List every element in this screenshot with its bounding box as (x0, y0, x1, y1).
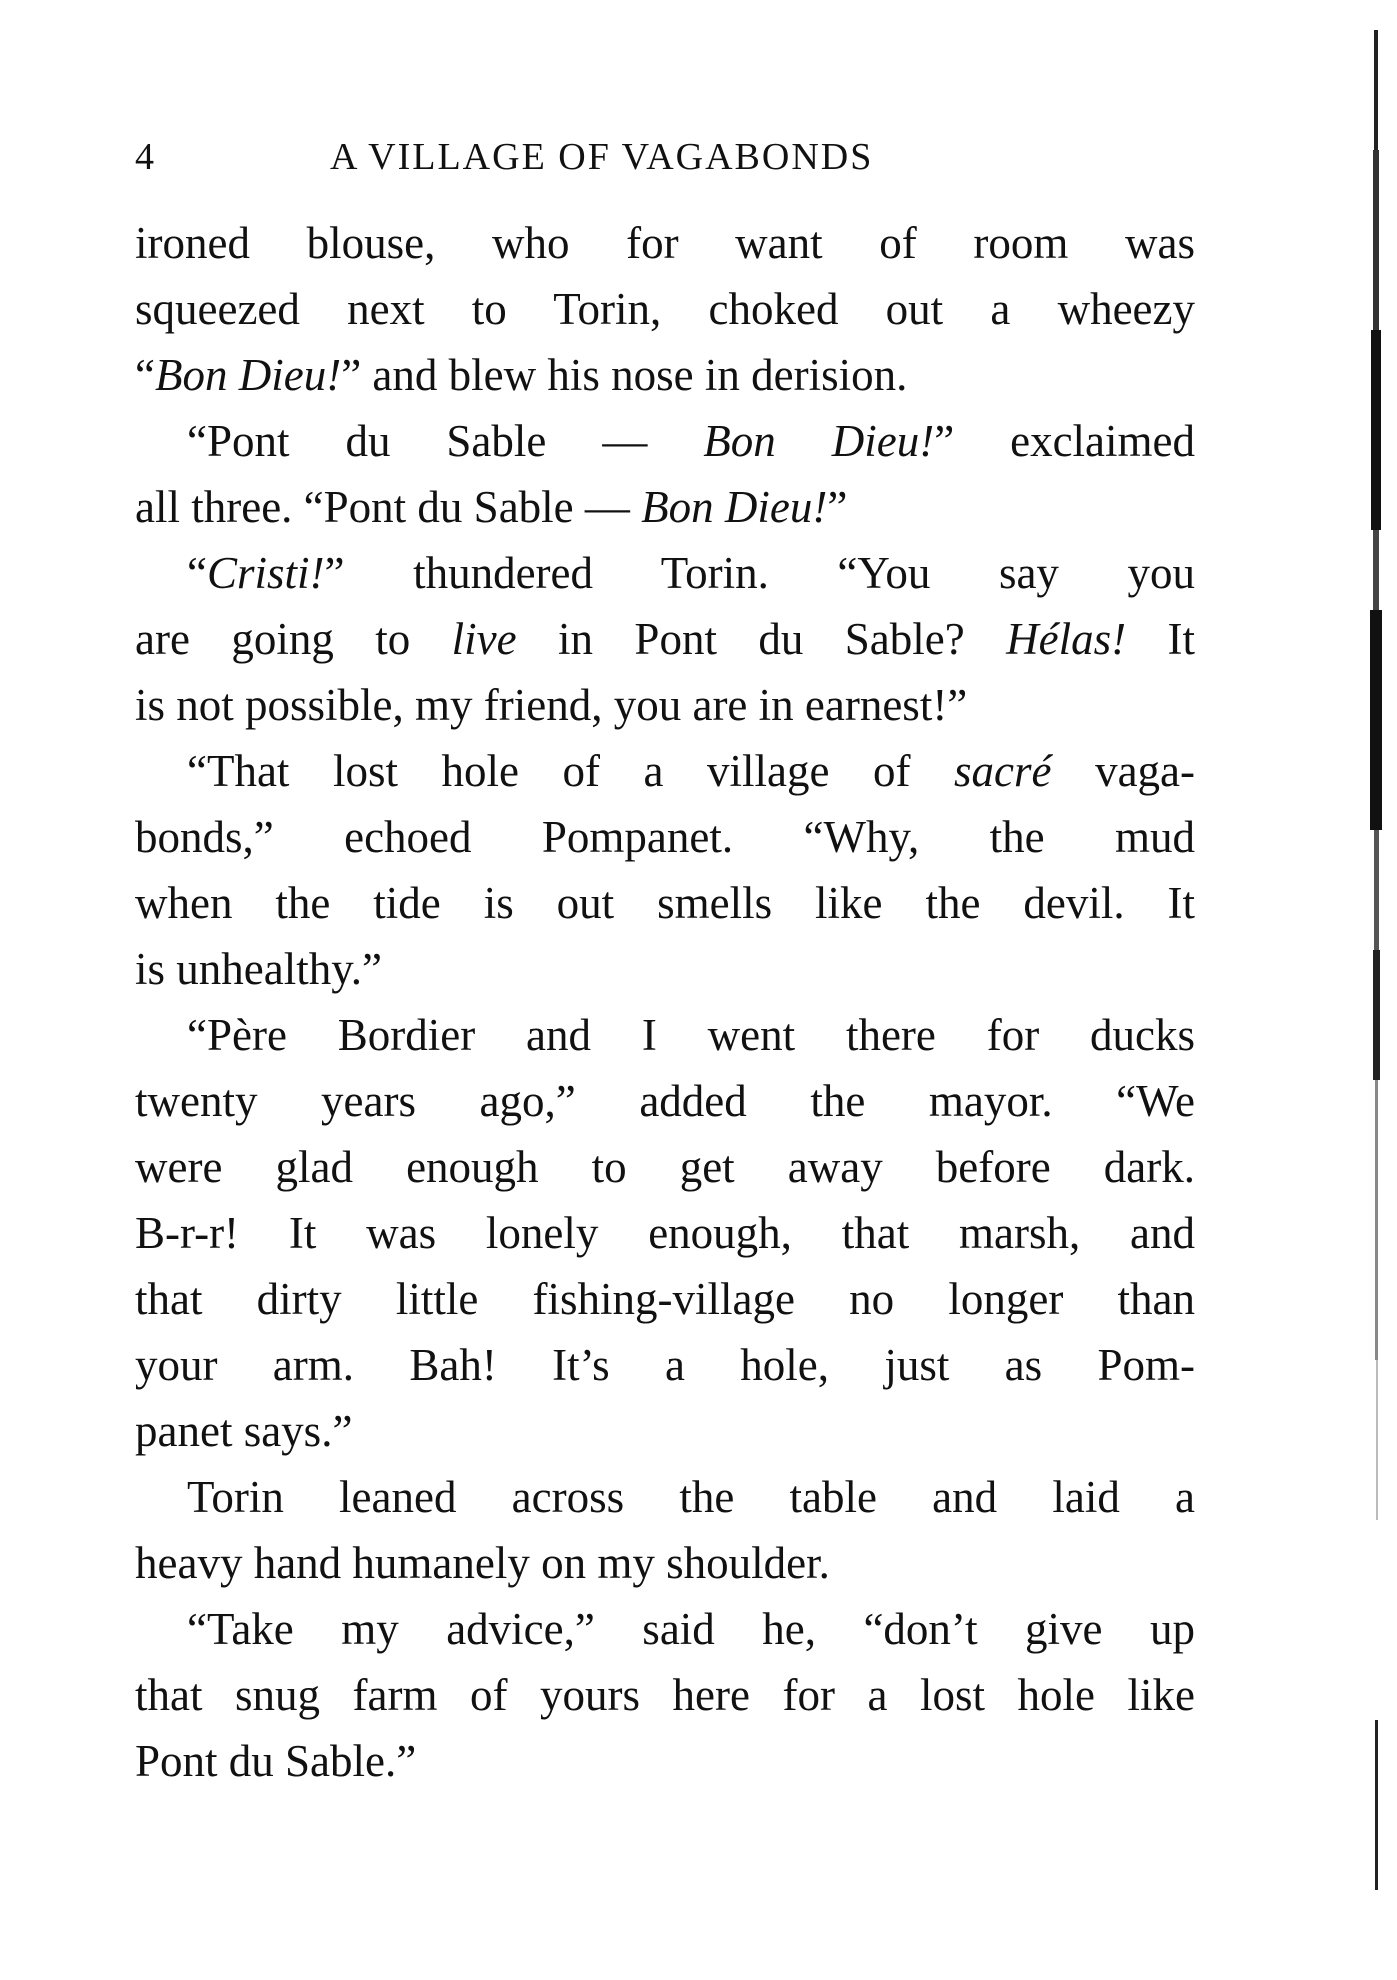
text-run: “Pont du Sable — (187, 416, 704, 466)
text-line (135, 870, 1195, 936)
text-run: that dirty little fishing-village no longer than (135, 1274, 1195, 1324)
text-run: ” exclaimed (934, 416, 1195, 466)
text-line (135, 276, 1195, 342)
text-line (135, 936, 1195, 1002)
text-line (135, 540, 1195, 606)
italic-text: Bon Dieu! (703, 416, 935, 466)
text-line (135, 1596, 1195, 1662)
text-run: is not possible, my friend, you are in earnest!” (135, 680, 968, 730)
text-line (135, 1002, 1195, 1068)
text-line (135, 738, 1195, 804)
body-text (135, 210, 1195, 1794)
running-title: A VILLAGE OF VAGABONDS (330, 136, 874, 178)
text-run: It (1126, 614, 1195, 664)
text-line (135, 1266, 1195, 1332)
text-run: ” and blew his nose in derision. (341, 350, 908, 400)
text-line (135, 1398, 1195, 1464)
text-run: B-r-r! It was lonely enough, that marsh, and (135, 1208, 1195, 1258)
text-line (135, 672, 1195, 738)
text-run: that snug farm of yours here for a lost hole like (135, 1670, 1195, 1720)
text-line (135, 474, 1195, 540)
scan-edge-shadow (1337, 0, 1397, 1980)
text-run: your arm. Bah! It’s a hole, just as Pom- (135, 1340, 1195, 1390)
text-run: vaga- (1051, 746, 1195, 796)
text-run: squeezed next to Torin, choked out a wheezy (135, 284, 1195, 334)
text-run: bonds,” echoed Pompanet. “Why, the mud (135, 812, 1195, 862)
text-line (135, 804, 1195, 870)
text-run: “Père Bordier and I went there for ducks (187, 1010, 1195, 1060)
text-line (135, 1332, 1195, 1398)
italic-text: Bon Dieu! (154, 350, 342, 400)
text-run: ironed blouse, who for want of room was (135, 218, 1195, 268)
text-run: “ (135, 350, 155, 400)
text-run: are going to (135, 614, 452, 664)
text-line (135, 1068, 1195, 1134)
page-number: 4 (135, 136, 156, 178)
text-run: “Take my advice,” said he, “don’t give up (187, 1604, 1195, 1654)
text-run: “That lost hole of a village of (187, 746, 955, 796)
text-run: Torin leaned across the table and laid a (187, 1472, 1195, 1522)
italic-text: sacré (954, 746, 1052, 796)
text-run: when the tide is out smells like the devil. It (135, 878, 1195, 928)
text-run: “ (187, 548, 207, 598)
text-line (135, 1530, 1195, 1596)
italic-text: live (451, 614, 517, 664)
text-line (135, 1134, 1195, 1200)
text-run: heavy hand humanely on my shoulder. (135, 1538, 830, 1588)
text-run: panet says.” (135, 1406, 353, 1456)
text-line (135, 210, 1195, 276)
text-run: twenty years ago,” added the mayor. “We (135, 1076, 1195, 1126)
text-line (135, 1464, 1195, 1530)
text-run: ” thundered Torin. “You say you (324, 548, 1195, 598)
text-line (135, 342, 1195, 408)
text-line (135, 1728, 1195, 1794)
italic-text: Hélas! (1006, 614, 1127, 664)
text-run: in Pont du Sable? (516, 614, 1007, 664)
text-line (135, 408, 1195, 474)
text-run: were glad enough to get away before dark. (135, 1142, 1195, 1192)
text-line (135, 1662, 1195, 1728)
italic-text: Bon Dieu! (641, 482, 828, 532)
running-head (135, 135, 1195, 195)
text-run: all three. “Pont du Sable — (135, 482, 642, 532)
text-line (135, 1200, 1195, 1266)
text-run: Pont du Sable.” (135, 1736, 417, 1786)
text-line (135, 606, 1195, 672)
italic-text: Cristi! (206, 548, 325, 598)
text-run: ” (827, 482, 848, 532)
text-run: is unhealthy.” (135, 944, 383, 994)
